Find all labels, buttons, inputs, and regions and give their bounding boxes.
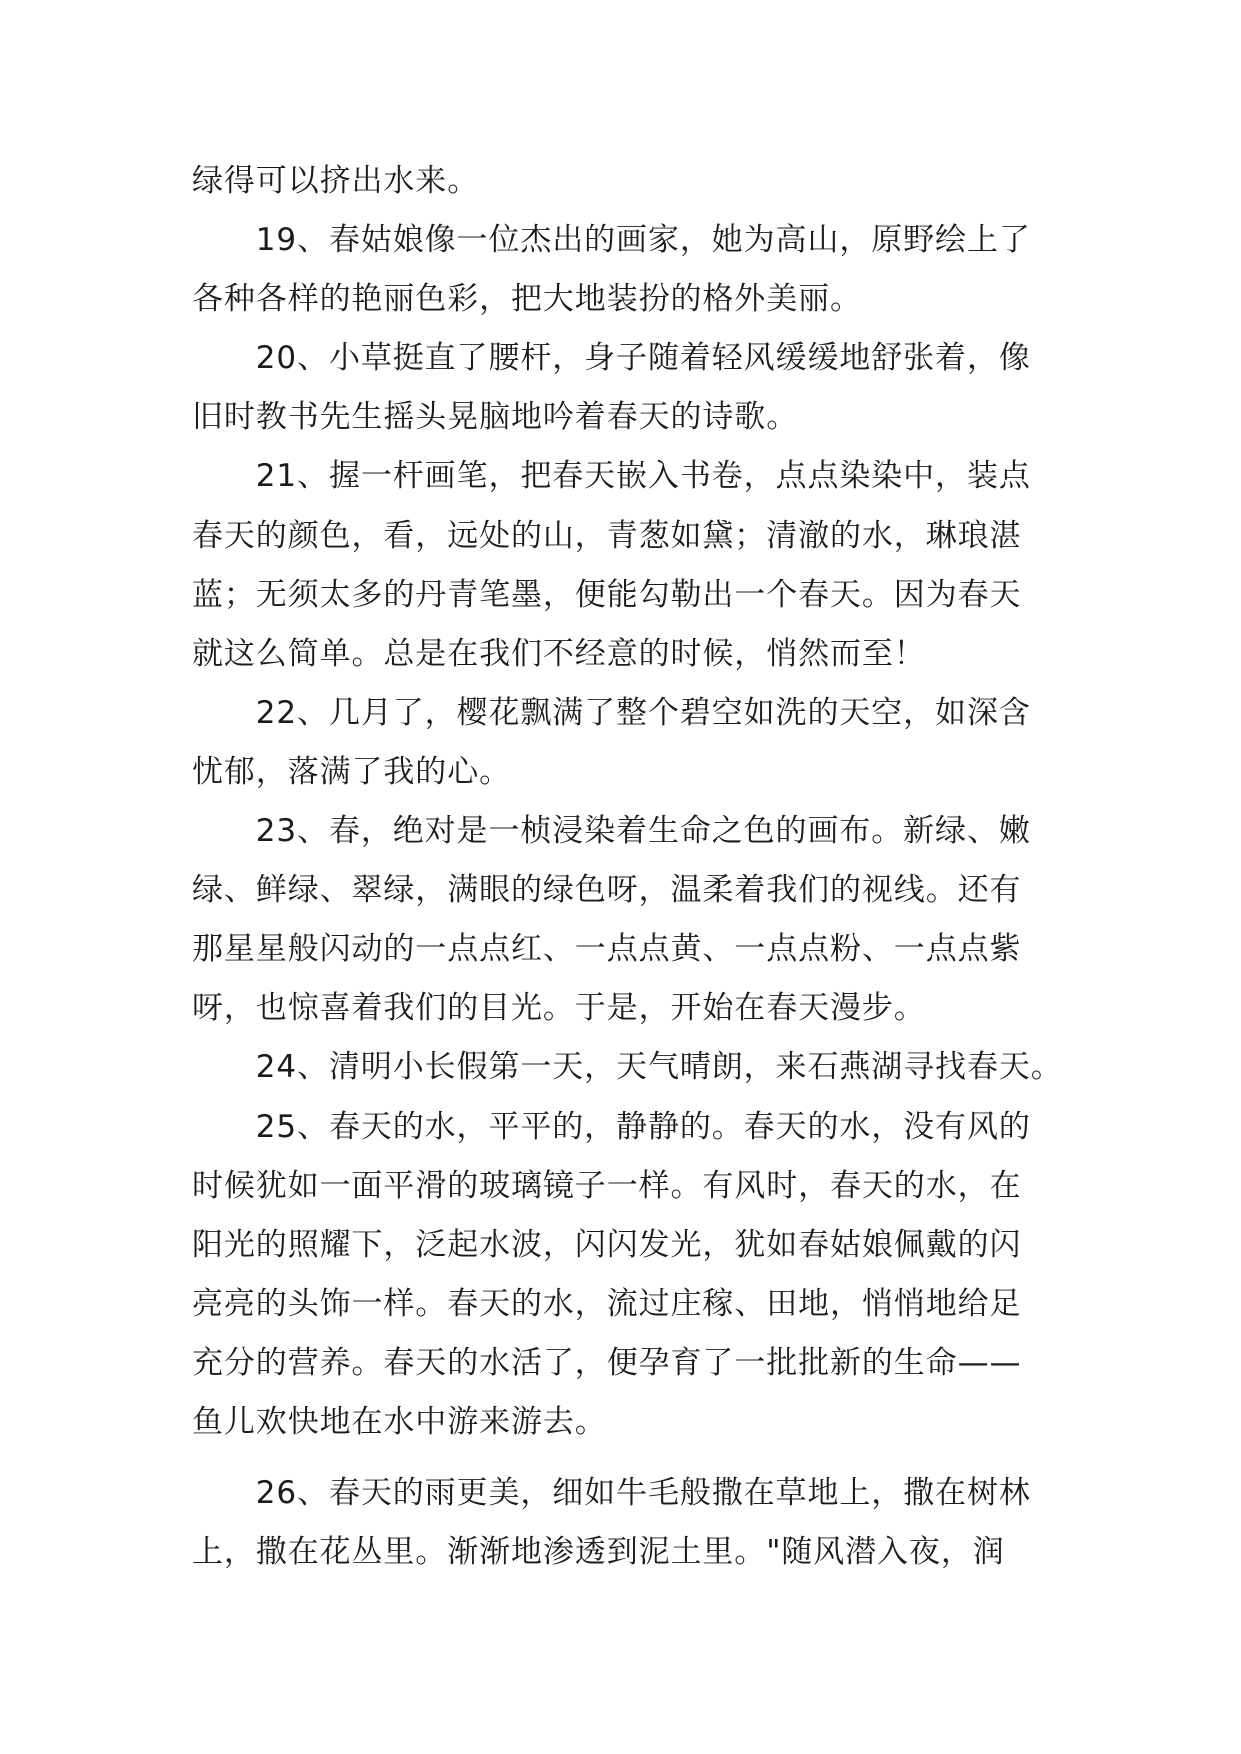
text-line: 各种各样的艳丽色彩，把大地装扮的格外美丽。 [192,281,862,318]
text-line: 旧时教书先生摇头晃脑地吟着春天的诗歌。 [192,399,799,436]
text-line: 绿、鲜绿、翠绿，满眼的绿色呀，温柔着我们的视线。还有 [192,872,1022,909]
text-line: 蓝；无须太多的丹青笔墨，便能勾勒出一个春天。因为春天 [192,576,1022,613]
text-line: 20、小草挺直了腰杆，身子随着轻风缓缓地舒张着，像 [192,340,1031,377]
text-line: 19、春姑娘像一位杰出的画家，她为高山，原野绘上了 [192,222,1031,259]
text-line: 22、几月了，樱花飘满了整个碧空如洗的天空，如深含 [192,694,1031,731]
text-line: 充分的营养。春天的水活了，便孕育了一批批新的生命—— [192,1344,1022,1381]
text-line: 26、春天的雨更美，细如牛毛般撒在草地上，撒在树林 [192,1475,1031,1512]
text-line: 绿得可以挤出水来。 [192,163,480,199]
text-line: 时候犹如一面平滑的玻璃镜子一样。有风时，春天的水，在 [192,1167,1022,1204]
text-line: 上，撒在花丛里。渐渐地渗透到泥土里。"随风潜入夜，润 [192,1534,1005,1571]
text-line: 就这么简单。总是在我们不经意的时候，悄然而至！ [192,635,926,672]
text-line: 呀，也惊喜着我们的目光。于是，开始在春天漫步。 [192,990,926,1027]
text-line: 亮亮的头饰一样。春天的水，流过庄稼、田地，悄悄地给足 [192,1285,1022,1322]
text-line: 阳光的照耀下，泛起水波，闪闪发光，犹如春姑娘佩戴的闪 [192,1226,1022,1263]
text-line: 春天的颜色，看，远处的山，青葱如黛；清澈的水，琳琅湛 [192,517,1022,554]
text-line: 24、清明小长假第一天，天气晴朗，来石燕湖寻找春天。 [192,1049,1063,1086]
text-line: 25、春天的水，平平的，静静的。春天的水，没有风的 [192,1108,1031,1145]
paragraph-gap [192,1452,1052,1464]
text-line: 那星星般闪动的一点点红、一点点黄、一点点粉、一点点紫 [192,931,1022,968]
body-text [192,152,1063,1582]
text-line: 鱼儿欢快地在水中游来游去。 [192,1403,607,1440]
text-line: 21、握一杆画笔，把春天嵌入书卷，点点染染中，装点 [192,458,1031,495]
text-line: 23、春，绝对是一桢浸染着生命之色的画布。新绿、嫩 [192,813,1031,850]
text-line: 忧郁，落满了我的心。 [192,753,511,790]
